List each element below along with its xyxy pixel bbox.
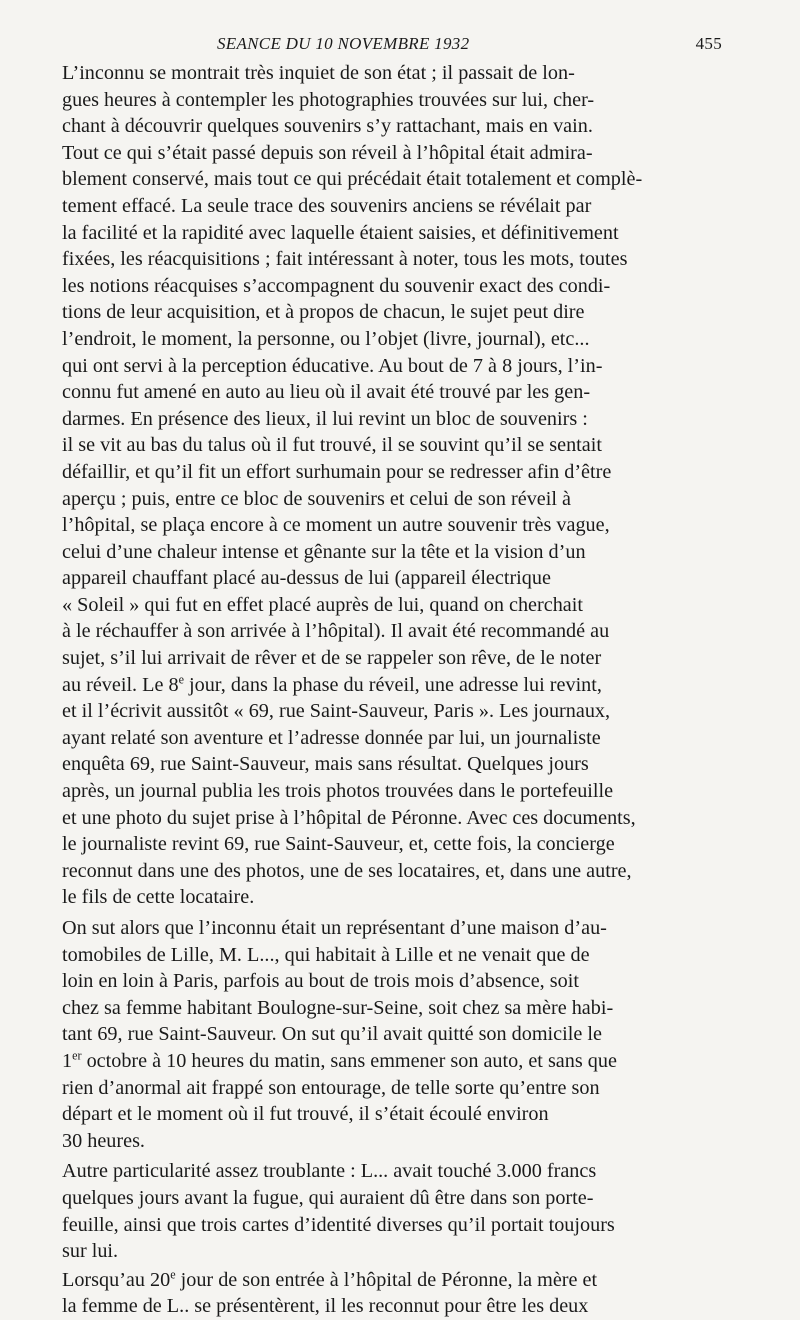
paragraph [62, 915, 722, 1154]
text-line: gues heures à contempler les photographies trouvées sur lui, cher- [62, 88, 595, 111]
text-line: Lorsqu’au 20e jour de son entrée à l’hôpital de Péronne, la mère et [62, 1266, 598, 1291]
text-line: le fils de cette locataire. [62, 886, 255, 909]
text-line: 1er octobre à 10 heures du matin, sans emmener son auto, et sans que [62, 1048, 617, 1072]
text-line: il se vit au bas du talus où il fut trouvé, il se souvint qu’il se sentait [62, 434, 602, 457]
text-line: tions de leur acquisition, et à propos de chacun, le sujet peut dire [62, 301, 585, 324]
text-line: après, un journal publia les trois photos trouvées dans le portefeuille [62, 780, 614, 803]
text-line: et une photo du sujet prise à l’hôpital de Péronne. Avec ces documents, [62, 806, 636, 829]
ordinal-suffix: e [170, 1266, 176, 1281]
paragraph [62, 1267, 722, 1320]
text-line: tomobiles de Lille, M. L..., qui habitait à Lille et ne venait que de [62, 943, 590, 966]
body-text [62, 60, 722, 1320]
text-line: darmes. En présence des lieux, il lui revint un bloc de souvenirs : [62, 407, 588, 430]
text-line: appareil chauffant placé au-dessus de lui (appareil électrique [62, 567, 551, 590]
text-line: On sut alors que l’inconnu était un représentant d’une maison d’au- [62, 917, 607, 939]
text-line: Autre particularité assez troublante : L... avait touché 3.000 francs [62, 1160, 597, 1183]
text-line: blement conservé, mais tout ce qui précédait était totalement et complè- [62, 168, 643, 191]
ordinal-suffix: er [72, 1048, 82, 1063]
text-line: loin en loin à Paris, parfois au bout de trois mois d’absence, soit [62, 970, 579, 993]
text-line: rien d’anormal ait frappé son entourage, de telle sorte qu’entre son [62, 1076, 600, 1099]
text-line: départ et le moment où il fut trouvé, il s’était écoulé environ [62, 1103, 549, 1126]
text-line: enquêta 69, rue Saint-Sauveur, mais sans résultat. Quelques jours [62, 753, 589, 776]
text-line: tant 69, rue Saint-Sauveur. On sut qu’il avait quitté son domicile le [62, 1023, 602, 1046]
text-line: qui ont servi à la perception éducative. Au bout de 7 à 8 jours, l’in- [62, 354, 603, 377]
text-line: la femme de L.. se présentèrent, il les reconnut pour être les deux [62, 1295, 589, 1318]
paragraph [62, 60, 722, 911]
text-line: à le réchauffer à son arrivée à l’hôpital). Il avait été recommandé au [62, 620, 610, 643]
text-line: l’hôpital, se plaça encore à ce moment un autre souvenir très vague, [62, 514, 610, 537]
running-title: SEANCE DU 10 NOVEMBRE 1932 [217, 34, 470, 53]
running-header [62, 30, 722, 60]
text-line: défaillir, et qu’il fit un effort surhumain pour se redresser afin d’être [62, 460, 612, 483]
text-line: 30 heures. [62, 1129, 145, 1152]
text-line: reconnut dans une des photos, une de ses locataires, et, dans une autre, [62, 859, 632, 882]
ordinal-suffix: e [178, 671, 184, 686]
text-line: ayant relaté son aventure et l’adresse donnée par lui, un journaliste [62, 726, 601, 749]
text-line: quelques jours avant la fugue, qui auraient dû être dans son porte- [62, 1186, 594, 1209]
text-line: chant à découvrir quelques souvenirs s’y rattachant, mais en vain. [62, 115, 593, 138]
text-line: L’inconnu se montrait très inquiet de son état ; il passait de lon- [62, 62, 575, 84]
text-line: fixées, les réacquisitions ; fait intéressant à noter, tous les mots, toutes [62, 248, 628, 271]
text-line: feuille, ainsi que trois cartes d’identité diverses qu’il portait toujours [62, 1213, 615, 1236]
text-line: Tout ce qui s’était passé depuis son réveil à l’hôpital était admira- [62, 141, 593, 164]
text-line: l’endroit, le moment, la personne, ou l’objet (livre, journal), etc... [62, 327, 590, 350]
text-line: sur lui. [62, 1240, 119, 1263]
text-line: et il l’écrivit aussitôt « 69, rue Saint-Sauveur, Paris ». Les journaux, [62, 700, 611, 723]
text-line: aperçu ; puis, entre ce bloc de souvenirs et celui de son réveil à [62, 487, 571, 510]
text-line: « Soleil » qui fut en effet placé auprès de lui, quand on cherchait [62, 593, 583, 616]
text-line: la facilité et la rapidité avec laquelle étaient saisies, et définitivement [62, 221, 619, 244]
text-line: les notions réacquises s’accompagnent du souvenir exact des condi- [62, 274, 611, 297]
page-number: 455 [695, 34, 722, 53]
text-line: sujet, s’il lui arrivait de rêver et de se rappeler son rêve, de le noter [62, 647, 602, 670]
paragraph [62, 1158, 722, 1264]
text-line: tement effacé. La seule trace des souvenirs anciens se révélait par [62, 194, 592, 217]
text-line: le journaliste revint 69, rue Saint-Sauveur, et, cette fois, la concierge [62, 833, 615, 856]
text-line: au réveil. Le 8e jour, dans la phase du réveil, une adresse lui revint, [62, 671, 602, 696]
text-line: connu fut amené en auto au lieu où il avait été trouvé par les gen- [62, 381, 591, 404]
text-line: chez sa femme habitant Boulogne-sur-Seine, soit chez sa mère habi- [62, 996, 614, 1019]
text-line: celui d’une chaleur intense et gênante sur la tête et la vision d’un [62, 540, 586, 563]
